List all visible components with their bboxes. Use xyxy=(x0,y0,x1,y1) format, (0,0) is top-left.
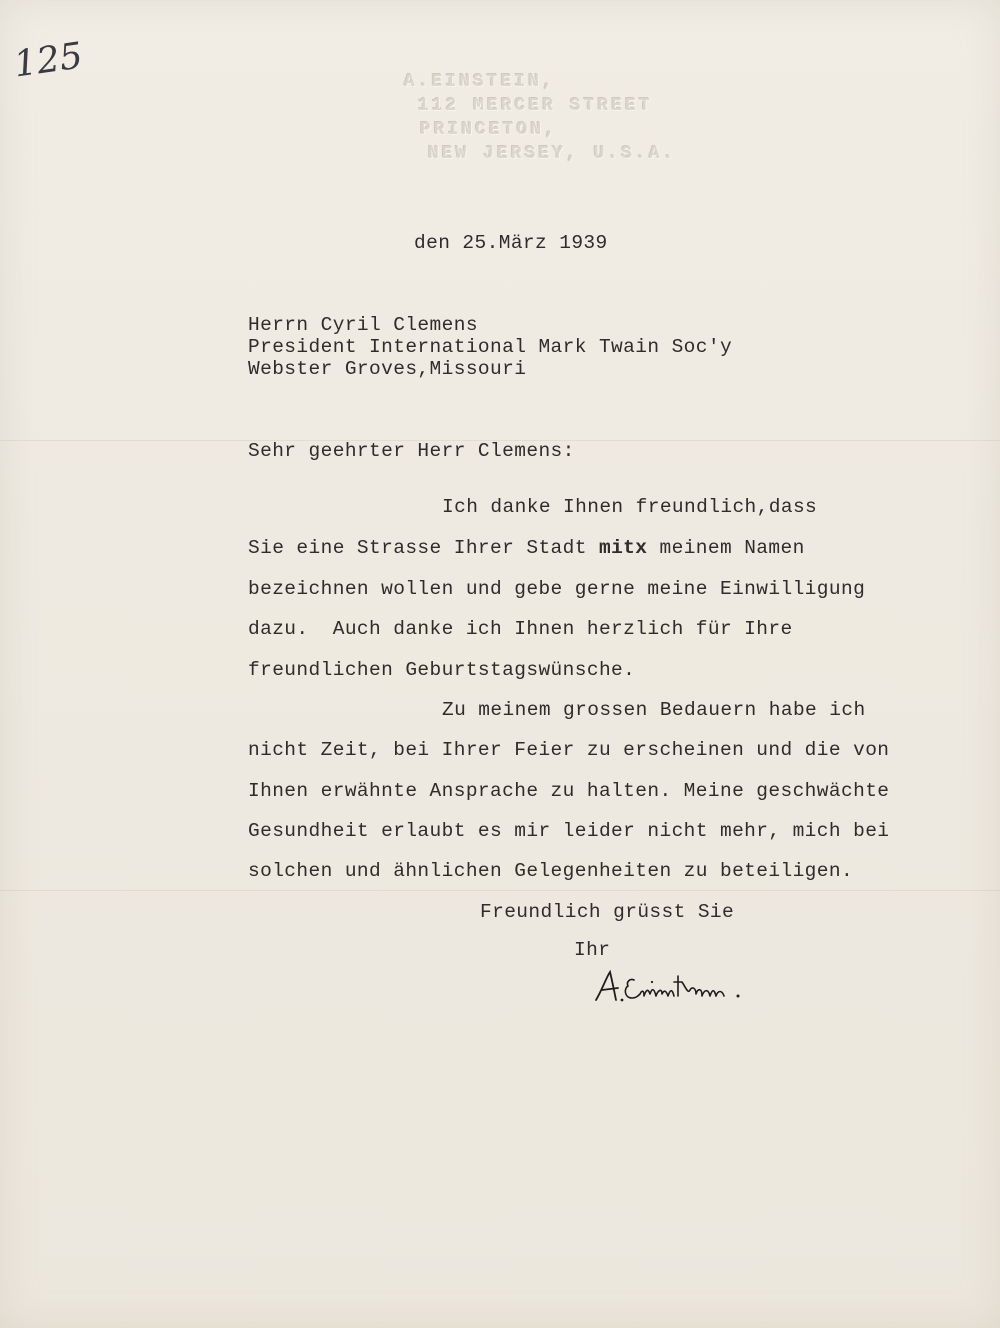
struck-word: mitx xyxy=(598,537,648,559)
recipient-title: President International Mark Twain Soc'y xyxy=(248,336,733,358)
body-line xyxy=(248,537,805,559)
body-line: Ihnen erwähnte Ansprache zu halten. Meine geschwächte xyxy=(248,780,890,802)
body-line: bezeichnen wollen und gebe gerne meine Einwilligung xyxy=(248,578,866,600)
salutation: Sehr geehrter Herr Clemens: xyxy=(248,440,575,462)
closing-ihr: Ihr xyxy=(574,939,611,961)
recipient-name: Herrn Cyril Clemens xyxy=(248,314,478,336)
body-line-part: Sie eine Strasse Ihrer Stadt xyxy=(248,537,599,559)
body-line: freundlichen Geburtstagswünsche. xyxy=(248,659,636,681)
fold-line xyxy=(0,890,1000,891)
body-line: nicht Zeit, bei Ihrer Feier zu erscheinen und die von xyxy=(248,739,890,761)
body-line: dazu. Auch danke ich Ihnen herzlich für Ihre xyxy=(248,618,793,640)
signature xyxy=(590,966,765,1010)
body-line-part: meinem Namen xyxy=(647,537,805,559)
letterhead-name: A.EINSTEIN, xyxy=(404,72,556,92)
pencil-annotation: 125 xyxy=(11,35,86,86)
letter-date: den 25.März 1939 xyxy=(414,232,608,254)
letterhead-city: PRINCETON, xyxy=(420,120,559,140)
body-line: Zu meinem grossen Bedauern habe ich xyxy=(442,699,866,721)
letterhead-state: NEW JERSEY, U.S.A. xyxy=(428,144,677,164)
body-line: Ich danke Ihnen freundlich,dass xyxy=(442,496,818,518)
closing-line: Freundlich grüsst Sie xyxy=(480,901,735,923)
recipient-address: Webster Groves,Missouri xyxy=(248,358,527,380)
body-line: solchen und ähnlichen Gelegenheiten zu beteiligen. xyxy=(248,860,854,882)
letterhead-street: 112 MERCER STREET xyxy=(418,96,653,116)
body-line: Gesundheit erlaubt es mir leider nicht mehr, mich bei xyxy=(248,820,890,842)
